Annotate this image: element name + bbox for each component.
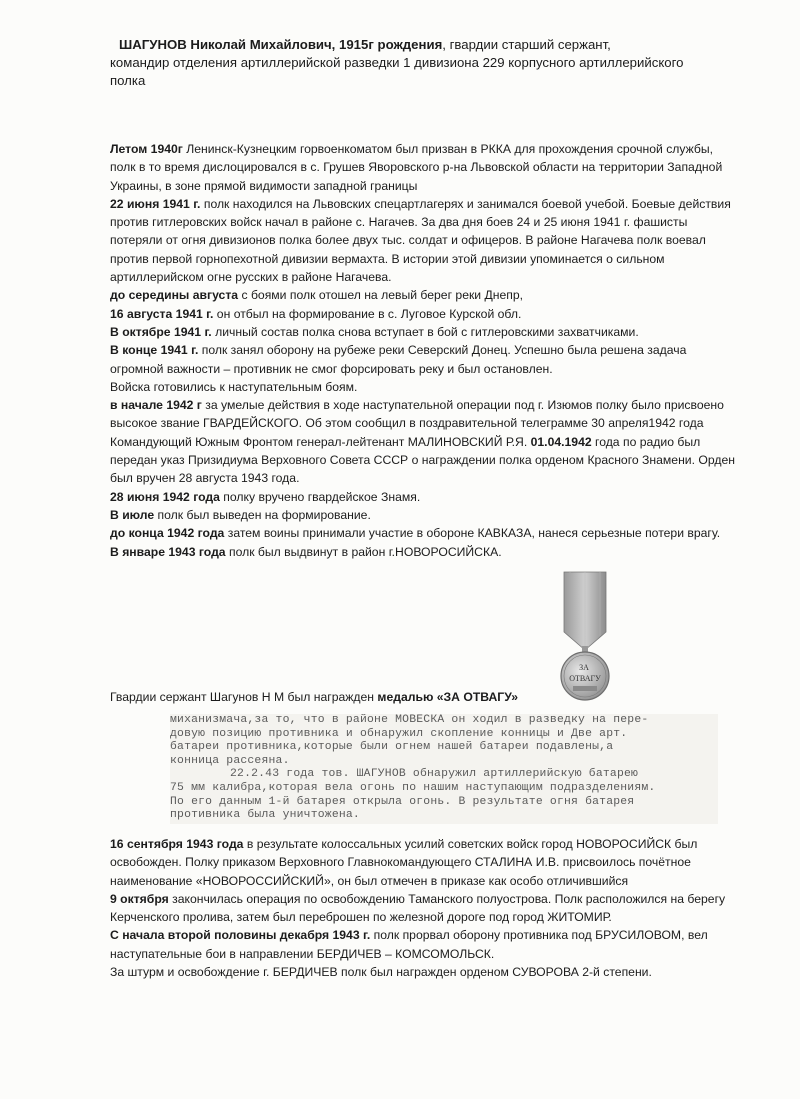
history-paragraph: В октябре 1941 г. личный состав полка снова вступает в бой с гитлеровскими захватчиками.: [110, 324, 639, 339]
medal-inscription: ОТВАГУ: [569, 674, 601, 683]
award-document-fragment: [170, 714, 718, 824]
soldier-rank: , гвардии старший сержант,: [442, 37, 611, 52]
history-paragraph: В июле полк был выведен на формирование.: [110, 507, 371, 522]
history-paragraph: до конца 1942 года затем воины принимали участие в обороне КАВКАЗА, нанеся серьезные потери врагу.: [110, 526, 721, 541]
header-line-3: полка: [110, 73, 146, 88]
history-paragraph: Летом 1940г Ленинск-Кузнецким горвоенкоматом был призван в РККА для прохождения срочной службы, полк в то время дислоцировался в с. Грушев Яворовского р-на Львовской области на территории Западной Украины, в зоне прямой видимости западной границы: [110, 142, 723, 193]
document-header: [110, 36, 750, 90]
header-line-2: командир отделения артиллерийской разведки 1 дивизиона 229 корпусного артиллерийского: [110, 55, 684, 70]
history-paragraph: 16 сентября 1943 года в результате колоссальных усилий советских войск город НОВОРОСИЙСК был освобожден. Полку приказом Верховного Главнокомандующего СТАЛИНА И.В. присвоилось почётное наименование «НОВОРОССИЙСКИЙ», он был отмечен в приказе как особо отличившийся: [110, 837, 698, 888]
document-line: довую позицию противника и обнаружил скопление конницы и Две арт.: [170, 727, 628, 740]
history-paragraph: 28 июня 1942 года полку вручено гвардейское Знамя.: [110, 489, 421, 504]
history-paragraph: В конце 1941 г. полк занял оборону на рубеже реки Северский Донец. Успешно была решена задача огромной важности – противник не смог форсировать реку и был остановлен.: [110, 343, 687, 376]
history-paragraph: в начале 1942 г за умелые действия в ходе наступательной операции под г. Изюмов полку было присвоено высокое звание ГВАРДЕЙСКОГО. Об этом сообщил в поздравительной телеграмме 30 апреля1942 года Командующий Южным Фронтом генерал-лейтенант МАЛИНОВСКИЙ Р.Я. 01.04.1942 года по радио был передан указ Призидиума Верховного Совета СССР о награждении полка орденом Красного Знамени. Орден был вручен 28 августа 1943 года.: [110, 398, 735, 486]
history-paragraph: За штурм и освобождение г. БЕРДИЧЕВ полк был награжден орденом СУВОРОВА 2-й степени.: [110, 965, 652, 980]
document-line: 22.2.43 года тов. ШАГУНОВ обнаружил артиллерийскую батарею: [230, 768, 639, 781]
history-paragraph: В январе 1943 года полк был выдвинут в район г.НОВОРОСИЙСКА.: [110, 544, 502, 559]
soldier-name: ШАГУНОВ Николай Михайлович, 1915г рождения: [119, 37, 443, 52]
header-line-1: [110, 36, 750, 54]
history-paragraph: до середины августа с боями полк отошел на левый берег реки Днепр,: [110, 288, 524, 303]
document-line: батареи противника,которые были огнем нашей батареи подавлены,а: [170, 741, 614, 754]
history-paragraph: 16 августа 1941 г. он отбыл на формирование в с. Луговое Курской обл.: [110, 306, 522, 321]
medal-for-courage-image: [540, 570, 630, 705]
history-section-2: [110, 835, 750, 981]
history-section-1: [110, 140, 740, 561]
document-line: миханизмача,за то, что в районе МОВЕСКА он ходил в разведку на пере-: [170, 714, 649, 726]
document-line: По его данным 1-й батарея открыла огонь. В результате огня батарея: [170, 795, 635, 808]
history-paragraph: С начала второй половины декабря 1943 г. полк прорвал оборону противника под БРУСИЛОВОМ, вел наступательные бои в направлении БЕРДИЧЕВ – КОМСОМОЛЬСК.: [110, 928, 708, 961]
document-line: противника была уничтожена.: [170, 809, 360, 822]
history-paragraph: 22 июня 1941 г. полк находился на Львовских спецартлагерях и занимался боевой учебой. Боевые действия против гитлеровских войск начал в районе с. Нагачев. За два дня боев 24 и 25 июня 1941 г. фашисты потеряли от огня дивизионов полка более двух тыс. солдат и офицеров. В районе Нагачева полк воевал против первой горнопехотной дивизии вермахта. В истории этой дивизии упоминается о сильном артиллерийском огне русских в районе Нагачева.: [110, 196, 731, 285]
medal-caption: Гвардии сержант Шагунов Н М был награжден медалью «ЗА ОТВАГУ»: [110, 690, 519, 704]
medal-inscription: ЗА: [579, 663, 589, 672]
history-paragraph: 9 октября закончилась операция по освобождению Таманского полуострова. Полк расположился на берегу Керченского пролива, затем был переброшен по железной дороге под город ЖИТОМИР.: [110, 891, 726, 925]
document-line: конница рассеяна.: [170, 754, 290, 767]
history-paragraph: Войска готовились к наступательным боям.: [110, 379, 358, 394]
document-line: 75 мм калибра,которая вела огонь по нашим наступающим подразделениям.: [170, 781, 656, 794]
